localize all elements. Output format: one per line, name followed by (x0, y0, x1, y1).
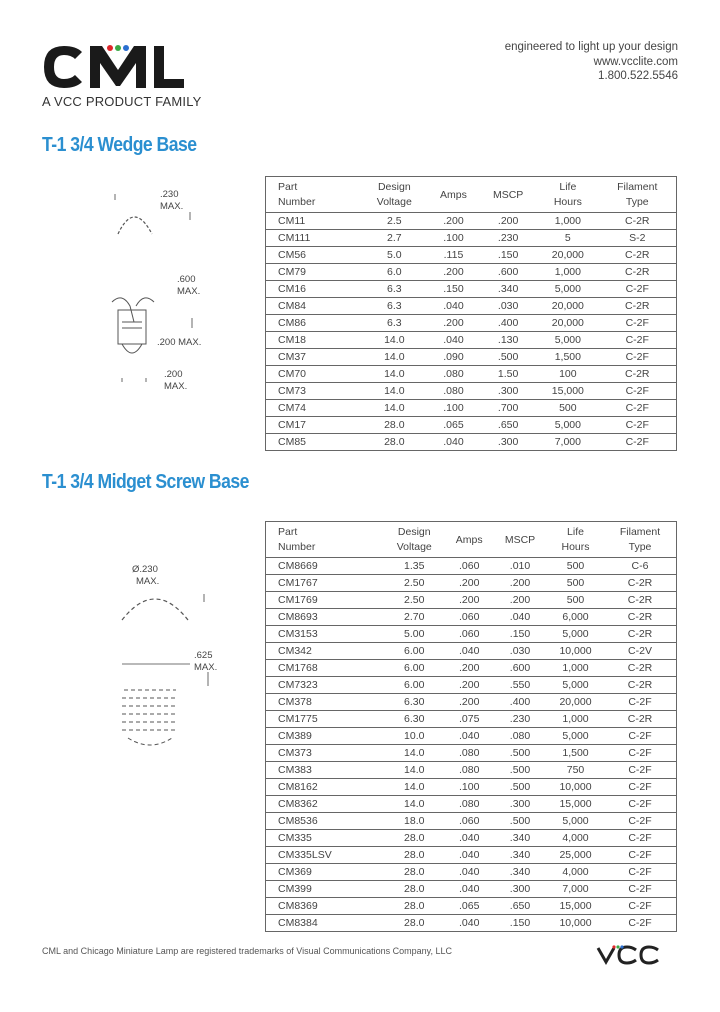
column-header: Design Voltage (376, 181, 412, 208)
dim-label: MAX. (164, 381, 188, 392)
table-cell: 1,500 (547, 745, 604, 762)
table-cell: C-2F (604, 745, 676, 762)
table-cell: 2.5 (361, 213, 428, 230)
table-cell: 28.0 (361, 417, 428, 434)
table-cell: C-2F (599, 400, 677, 417)
table-cell: 5,000 (547, 813, 604, 830)
table-row (266, 898, 677, 915)
table-cell: .040 (428, 298, 479, 315)
part-number-cell: CM18 (266, 332, 361, 349)
table-cell: .130 (479, 332, 537, 349)
table-cell: .060 (445, 813, 493, 830)
table-cell: .080 (428, 366, 479, 383)
table-cell: 5,000 (547, 677, 604, 694)
table-cell: .200 (445, 592, 493, 609)
table-cell: 2.7 (361, 230, 428, 247)
table-cell: C-2V (604, 643, 676, 660)
column-header: Life Hours (561, 526, 590, 553)
table-cell: .150 (493, 915, 547, 932)
part-number-cell: CM8536 (266, 813, 384, 830)
table-cell: 10,000 (547, 643, 604, 660)
table-cell: .700 (479, 400, 537, 417)
part-number-cell: CM79 (266, 264, 361, 281)
table-cell: C-2F (604, 796, 676, 813)
table-cell: C-2F (604, 779, 676, 796)
table-cell: 10.0 (383, 728, 445, 745)
table-cell: 7,000 (547, 881, 604, 898)
table-cell: 18.0 (383, 813, 445, 830)
table-cell: 6.3 (361, 315, 428, 332)
table-cell: 15,000 (537, 383, 598, 400)
table-row (266, 264, 677, 281)
table-cell: C-2R (604, 592, 676, 609)
part-number-cell: CM111 (266, 230, 361, 247)
table-cell: .650 (493, 898, 547, 915)
table-cell: 6.3 (361, 298, 428, 315)
table-cell: 28.0 (383, 847, 445, 864)
table-cell: .115 (428, 247, 479, 264)
part-number-cell: CM1768 (266, 660, 384, 677)
table-cell: C-2F (604, 881, 676, 898)
table-cell: .080 (445, 745, 493, 762)
table-cell: 14.0 (383, 762, 445, 779)
table-row (266, 813, 677, 830)
table-row (266, 247, 677, 264)
table-cell: .080 (445, 762, 493, 779)
table-cell: .040 (445, 847, 493, 864)
table-cell: 1,000 (547, 660, 604, 677)
table-row (266, 864, 677, 881)
table-cell: .340 (493, 847, 547, 864)
table-row (266, 281, 677, 298)
table-cell: .040 (445, 881, 493, 898)
table-cell: 500 (537, 400, 598, 417)
table-cell: .200 (428, 315, 479, 332)
table-cell: 1,000 (537, 264, 598, 281)
table-row (266, 728, 677, 745)
table-cell: 14.0 (361, 400, 428, 417)
dim-label: .200 MAX. (157, 337, 202, 348)
column-header: Amps (455, 533, 483, 546)
dim-label: .600 (177, 274, 196, 285)
table-cell: 6.30 (383, 711, 445, 728)
table-cell: 2.50 (383, 592, 445, 609)
table-cell: .150 (428, 281, 479, 298)
table-row (266, 383, 677, 400)
table-cell: 14.0 (361, 366, 428, 383)
cml-logo (42, 44, 222, 95)
table-row (266, 694, 677, 711)
table-header-row (266, 522, 677, 558)
table-cell: .340 (479, 281, 537, 298)
table-cell: 28.0 (383, 915, 445, 932)
dim-label: .625 (194, 650, 213, 661)
table-cell: .500 (493, 762, 547, 779)
table-row (266, 315, 677, 332)
phone-number: 1.800.522.5546 (598, 70, 678, 82)
trademark-notice: CML and Chicago Miniature Lamp are registered trademarks of Visual Communications Company, LLC (42, 946, 453, 956)
table-cell: 10,000 (547, 779, 604, 796)
table-cell: .060 (445, 626, 493, 643)
table-row (266, 575, 677, 592)
part-number-cell: CM7323 (266, 677, 384, 694)
table-cell: .090 (428, 349, 479, 366)
table-cell: 7,000 (537, 434, 598, 451)
table-cell: 20,000 (537, 315, 598, 332)
table-cell: .100 (445, 779, 493, 796)
dim-label: MAX. (136, 576, 160, 587)
table-cell: .040 (445, 728, 493, 745)
table-cell: C-2F (604, 830, 676, 847)
table-cell: C-2R (604, 660, 676, 677)
table-cell: .500 (479, 349, 537, 366)
table-cell: 6.00 (383, 677, 445, 694)
table-cell: C-2F (599, 417, 677, 434)
table-row (266, 609, 677, 626)
table-cell: .500 (493, 779, 547, 796)
table-cell: 1,000 (537, 213, 598, 230)
table-cell: C-2F (604, 762, 676, 779)
table-cell: .060 (445, 609, 493, 626)
table-cell: C-2F (599, 281, 677, 298)
table-row (266, 366, 677, 383)
table-row (266, 558, 677, 575)
table-cell: .400 (479, 315, 537, 332)
part-number-cell: CM378 (266, 694, 384, 711)
table-cell: S-2 (599, 230, 677, 247)
part-number-cell: CM3153 (266, 626, 384, 643)
table-cell: 6.3 (361, 281, 428, 298)
table-cell: C-2F (604, 864, 676, 881)
table-cell: .600 (493, 660, 547, 677)
table-row (266, 230, 677, 247)
table-cell: 14.0 (383, 779, 445, 796)
part-number-cell: CM1775 (266, 711, 384, 728)
table-row (266, 643, 677, 660)
table-cell: C-2R (604, 626, 676, 643)
column-header: Design Voltage (396, 526, 432, 553)
part-number-cell: CM383 (266, 762, 384, 779)
part-number-cell: CM8693 (266, 609, 384, 626)
table-cell: C-2R (599, 213, 677, 230)
contact-block (505, 40, 678, 84)
table-cell: .200 (428, 264, 479, 281)
part-number-cell: CM1767 (266, 575, 384, 592)
part-number-cell: CM1769 (266, 592, 384, 609)
slogan: engineered to light up your design (504, 41, 678, 53)
table-cell: 5.0 (361, 247, 428, 264)
table-cell: 10,000 (547, 915, 604, 932)
part-number-cell: CM85 (266, 434, 361, 451)
column-header: Part Number (278, 181, 316, 208)
table-cell: C-2F (599, 383, 677, 400)
part-number-cell: CM84 (266, 298, 361, 315)
table-cell: .040 (445, 915, 493, 932)
table-cell: .500 (493, 745, 547, 762)
table-row (266, 417, 677, 434)
dim-label: MAX. (177, 286, 201, 297)
table-cell: .040 (428, 434, 479, 451)
table-cell: 4,000 (547, 830, 604, 847)
table-row (266, 592, 677, 609)
part-number-cell: CM8162 (266, 779, 384, 796)
table-row (266, 213, 677, 230)
table-row (266, 400, 677, 417)
part-number-cell: CM335LSV (266, 847, 384, 864)
table-row (266, 434, 677, 451)
column-header: MSCP (492, 188, 524, 201)
part-number-cell: CM8669 (266, 558, 384, 575)
table-cell: .300 (479, 434, 537, 451)
table-cell: 1.35 (383, 558, 445, 575)
table-row (266, 298, 677, 315)
part-number-cell: CM17 (266, 417, 361, 434)
part-number-cell: CM399 (266, 881, 384, 898)
table-cell: 6,000 (547, 609, 604, 626)
table-cell: 500 (547, 592, 604, 609)
section-title-midget-screw-base: T-1 3/4 Midget Screw Base (42, 471, 249, 493)
table-cell: .300 (493, 796, 547, 813)
table-row (266, 626, 677, 643)
table-cell: .340 (493, 830, 547, 847)
table-cell: 6.00 (383, 643, 445, 660)
part-number-cell: CM8369 (266, 898, 384, 915)
table-cell: 28.0 (383, 898, 445, 915)
table-cell: C-2R (604, 575, 676, 592)
part-number-cell: CM70 (266, 366, 361, 383)
table-cell: C-2R (604, 609, 676, 626)
table-row (266, 660, 677, 677)
part-number-cell: CM74 (266, 400, 361, 417)
part-number-cell: CM389 (266, 728, 384, 745)
table-cell: 2.50 (383, 575, 445, 592)
table-header-row (266, 177, 677, 213)
table-cell: C-2F (604, 915, 676, 932)
dim-label: MAX. (160, 201, 184, 212)
table-cell: 6.00 (383, 660, 445, 677)
table-cell: C-2F (599, 315, 677, 332)
table-cell: .040 (445, 864, 493, 881)
part-number-cell: CM369 (266, 864, 384, 881)
table-cell: 28.0 (383, 881, 445, 898)
table-cell: 14.0 (361, 383, 428, 400)
table-cell: C-2R (604, 711, 676, 728)
table-row (266, 332, 677, 349)
dim-label: MAX. (194, 662, 218, 673)
table-row (266, 915, 677, 932)
table-cell: .040 (428, 332, 479, 349)
table-cell: 750 (547, 762, 604, 779)
table-cell: .230 (479, 230, 537, 247)
table-cell: 5,000 (547, 626, 604, 643)
table-cell: .650 (479, 417, 537, 434)
table-cell: 15,000 (547, 898, 604, 915)
dim-label: Ø.230 (132, 564, 158, 575)
table-cell: .065 (428, 417, 479, 434)
table-cell: .230 (493, 711, 547, 728)
table-cell: .040 (445, 643, 493, 660)
part-number-cell: CM73 (266, 383, 361, 400)
table-cell: .150 (479, 247, 537, 264)
table-cell: 5.00 (383, 626, 445, 643)
part-number-cell: CM8384 (266, 915, 384, 932)
table-cell: .150 (493, 626, 547, 643)
table-cell: C-2R (599, 366, 677, 383)
table-cell: 100 (537, 366, 598, 383)
table-cell: .030 (479, 298, 537, 315)
table-cell: .010 (493, 558, 547, 575)
part-number-cell: CM342 (266, 643, 384, 660)
table-cell: .600 (479, 264, 537, 281)
table-cell: .200 (493, 592, 547, 609)
table-cell: .200 (445, 660, 493, 677)
table-cell: C-2F (599, 332, 677, 349)
wedge-base-lamp-diagram (100, 182, 250, 392)
table-cell: 2.70 (383, 609, 445, 626)
part-number-cell: CM8362 (266, 796, 384, 813)
table-cell: .340 (493, 864, 547, 881)
table-cell: .200 (479, 213, 537, 230)
table-cell: 28.0 (383, 830, 445, 847)
table-cell: 5,000 (537, 417, 598, 434)
screw-base-lamp-diagram (100, 556, 250, 766)
table-cell: .200 (445, 575, 493, 592)
table-cell: .200 (445, 677, 493, 694)
table-cell: 1,000 (547, 711, 604, 728)
website-link[interactable]: www.vcclite.com (593, 55, 678, 68)
table-cell: C-2F (604, 694, 676, 711)
table-row (266, 881, 677, 898)
table-cell: .550 (493, 677, 547, 694)
table-cell: .040 (445, 830, 493, 847)
table-cell: .065 (445, 898, 493, 915)
table-cell: .080 (428, 383, 479, 400)
table-cell: 25,000 (547, 847, 604, 864)
table-cell: C-2R (604, 677, 676, 694)
table-cell: C-2F (599, 434, 677, 451)
table-cell: .100 (428, 400, 479, 417)
table-cell: 500 (547, 558, 604, 575)
wedge-base-spec-table (265, 176, 677, 451)
table-cell: 20,000 (537, 247, 598, 264)
section-title-wedge-base: T-1 3/4 Wedge Base (42, 134, 197, 156)
table-cell: .075 (445, 711, 493, 728)
table-cell: 1.50 (479, 366, 537, 383)
table-cell: 5 (537, 230, 598, 247)
dim-label: .200 (164, 369, 183, 380)
column-header: Amps (440, 188, 467, 201)
table-cell: .080 (445, 796, 493, 813)
table-cell: .060 (445, 558, 493, 575)
table-row (266, 745, 677, 762)
table-row (266, 847, 677, 864)
table-row (266, 830, 677, 847)
part-number-cell: CM37 (266, 349, 361, 366)
column-header: Life Hours (553, 181, 582, 208)
table-cell: .040 (493, 609, 547, 626)
table-cell: 500 (547, 575, 604, 592)
table-cell: 20,000 (537, 298, 598, 315)
table-cell: 28.0 (361, 434, 428, 451)
table-cell: .100 (428, 230, 479, 247)
table-cell: 1,500 (537, 349, 598, 366)
table-cell: 5,000 (537, 332, 598, 349)
tagline: A VCC PRODUCT FAMILY (42, 94, 202, 109)
table-cell: .030 (493, 643, 547, 660)
dim-label: .230 (160, 189, 179, 200)
midget-screw-base-spec-table (265, 521, 677, 932)
vcc-logo (596, 944, 676, 971)
table-cell: 5,000 (537, 281, 598, 298)
table-cell: C-6 (604, 558, 676, 575)
table-cell: 14.0 (383, 745, 445, 762)
table-cell: 14.0 (361, 332, 428, 349)
table-cell: 20,000 (547, 694, 604, 711)
table-cell: .200 (493, 575, 547, 592)
table-row (266, 796, 677, 813)
table-cell: 15,000 (547, 796, 604, 813)
part-number-cell: CM335 (266, 830, 384, 847)
part-number-cell: CM16 (266, 281, 361, 298)
part-number-cell: CM373 (266, 745, 384, 762)
table-cell: .080 (493, 728, 547, 745)
column-header: Part Number (278, 526, 316, 553)
table-cell: C-2F (604, 813, 676, 830)
table-cell: C-2F (604, 847, 676, 864)
part-number-cell: CM86 (266, 315, 361, 332)
table-cell: 14.0 (383, 796, 445, 813)
table-row (266, 711, 677, 728)
table-cell: 6.30 (383, 694, 445, 711)
table-cell: 28.0 (383, 864, 445, 881)
part-number-cell: CM56 (266, 247, 361, 264)
table-cell: C-2R (599, 247, 677, 264)
table-cell: .300 (479, 383, 537, 400)
table-cell: 6.0 (361, 264, 428, 281)
table-cell: C-2R (599, 298, 677, 315)
table-row (266, 349, 677, 366)
table-cell: .500 (493, 813, 547, 830)
table-cell: .300 (493, 881, 547, 898)
table-cell: C-2R (599, 264, 677, 281)
table-cell: 5,000 (547, 728, 604, 745)
table-row (266, 779, 677, 796)
column-header: Filament Type (619, 526, 661, 553)
column-header: Filament Type (617, 181, 658, 208)
table-row (266, 677, 677, 694)
part-number-cell: CM11 (266, 213, 361, 230)
table-cell: .200 (445, 694, 493, 711)
table-row (266, 762, 677, 779)
table-cell: C-2F (599, 349, 677, 366)
table-cell: C-2F (604, 898, 676, 915)
table-cell: 14.0 (361, 349, 428, 366)
column-header: MSCP (504, 533, 536, 546)
table-cell: 4,000 (547, 864, 604, 881)
table-cell: C-2F (604, 728, 676, 745)
table-cell: .200 (428, 213, 479, 230)
table-cell: .400 (493, 694, 547, 711)
